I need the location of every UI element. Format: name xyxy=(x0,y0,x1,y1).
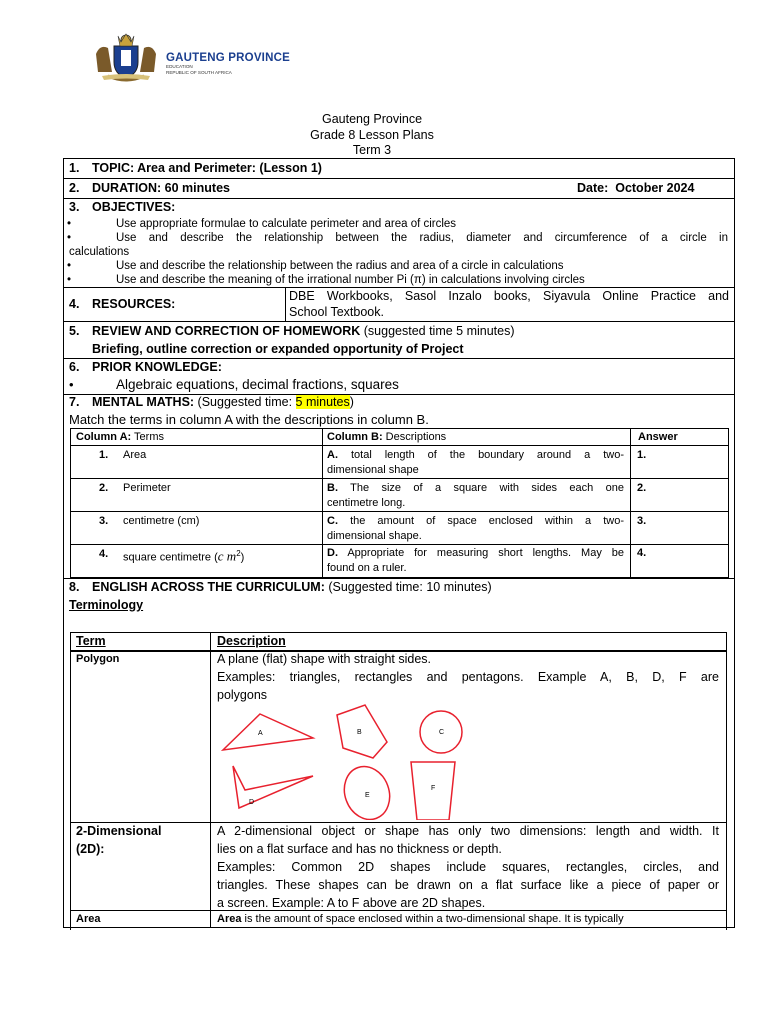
review-line xyxy=(92,324,515,339)
date-label: Date: xyxy=(577,181,609,195)
shape-label-e: E xyxy=(365,792,370,799)
shape-label-c: C xyxy=(439,729,445,736)
resources-line-2: School Textbook. xyxy=(289,305,384,319)
row-number: 1. xyxy=(99,449,109,461)
mental-line xyxy=(92,395,354,410)
resources-line-1: DBE Workbooks, Sasol Inzalo books, Siyavula Online Practice and xyxy=(289,289,729,303)
divider xyxy=(63,578,735,579)
heading-line-1: Gauteng Province xyxy=(321,112,423,126)
table-divider xyxy=(70,822,727,823)
mental-label: MENTAL MATHS: xyxy=(92,395,195,409)
logo-title: GAUTENG PROVINCE xyxy=(166,52,290,64)
review-briefing: Briefing, outline correction or expanded opportunity of Project xyxy=(92,342,464,356)
objective-item-1: Use appropriate formulae to calculate perimeter and area of circles xyxy=(116,218,457,230)
table-divider xyxy=(70,544,729,545)
objective-item-4: Use and describe the meaning of the irrational number Pi (π) in calculations involving circles xyxy=(116,274,585,286)
objective-item-2-cont: calculations xyxy=(69,246,130,258)
objective-item-3: Use and describe the relationship between the radius and area of a circle in calculations xyxy=(116,260,564,272)
mental-time-highlight: 5 minutes xyxy=(295,395,350,409)
description-d-cont: found on a ruler. xyxy=(327,562,407,574)
mental-time-post: ) xyxy=(349,395,354,409)
mental-instruction: Match the terms in column A with the descriptions in column B. xyxy=(69,412,429,427)
shape-label-d: D xyxy=(249,799,255,806)
table-divider xyxy=(70,478,729,479)
mental-time-pre: (Suggested time: xyxy=(194,395,296,409)
resources-label: RESOURCES: xyxy=(92,297,176,311)
review-number: 5. xyxy=(69,324,80,338)
divider xyxy=(63,178,735,179)
english-number: 8. xyxy=(69,580,80,594)
prior-item: Algebraic equations, decimal fractions, squares xyxy=(116,377,399,392)
objectives-number: 3. xyxy=(69,200,80,214)
concave-shape-d xyxy=(233,766,313,808)
description-header: Description xyxy=(217,634,286,648)
twod-line-2: lies on a flat surface and has no thickness or depth. xyxy=(217,842,502,856)
objective-item-2: Use and describe the relationship between the radius, diameter and circumference of a circle in xyxy=(116,232,728,244)
polygon-shapes-diagram xyxy=(215,700,475,820)
review-label: REVIEW AND CORRECTION OF HOMEWORK xyxy=(92,324,361,338)
twod-line-1: A 2-dimensional object or shape has only two dimensions: length and width. It xyxy=(217,824,719,838)
terminology-heading: Terminology xyxy=(69,598,144,612)
divider xyxy=(63,287,735,288)
description-c-cont: dimensional shape. xyxy=(327,530,422,542)
term-area-definition: Area xyxy=(76,913,101,925)
prior-number: 6. xyxy=(69,360,80,374)
ellipse-shape-e xyxy=(337,760,397,820)
description-b-cont: centimetre long. xyxy=(327,497,406,509)
answer-slot[interactable]: 3. xyxy=(637,515,647,527)
answer-header: Answer xyxy=(638,431,678,443)
term-area: Area xyxy=(123,449,147,461)
date-line xyxy=(577,181,694,196)
heading-line-2: Grade 8 Lesson Plans xyxy=(310,127,434,142)
twod-line-4: triangles. These shapes can be drawn on a flat surface like a piece of paper or xyxy=(217,878,719,892)
bullet-icon: • xyxy=(67,274,72,286)
answer-slot[interactable]: 4. xyxy=(637,547,647,559)
document-heading xyxy=(0,112,744,159)
topic-number: 1. xyxy=(69,161,80,175)
table-divider xyxy=(70,445,729,446)
term-perimeter: Perimeter xyxy=(123,482,171,494)
english-label: ENGLISH ACROSS THE CURRICULUM: xyxy=(92,580,325,594)
bullet-icon: • xyxy=(67,260,72,272)
date-value: October 2024 xyxy=(615,181,695,195)
term-centimetre: centimetre (cm) xyxy=(123,515,200,527)
area-definition: Area is the amount of space enclosed within a two-dimensional shape. It is typically xyxy=(217,913,624,925)
heading-line-3: Term 3 xyxy=(352,143,392,157)
shape-label-b: B xyxy=(357,729,362,736)
mental-number: 7. xyxy=(69,395,80,409)
shape-label-a: A xyxy=(258,730,263,737)
shape-label-f: F xyxy=(431,785,436,792)
bullet-icon: • xyxy=(69,377,74,392)
description-b: B. The size of a square with sides each one xyxy=(327,482,624,494)
bullet-icon: • xyxy=(67,218,72,230)
prior-label: PRIOR KNOWLEDGE: xyxy=(92,360,222,374)
description-a-cont: dimensional shape xyxy=(327,464,419,476)
column-b-header: Column B: Descriptions xyxy=(327,431,447,443)
table-divider xyxy=(210,632,211,928)
term-square-centimetre: square centimetre (c $m^2$) xyxy=(123,548,245,564)
logo-subtitle-1: EDUCATION xyxy=(166,64,193,69)
table-divider xyxy=(70,511,729,512)
review-time: (suggested time 5 minutes) xyxy=(360,324,515,338)
term-2d-line-2: (2D): xyxy=(76,842,105,856)
description-c: C. the amount of space enclosed within a two- xyxy=(327,515,624,527)
column-a-header: Column A: Terms xyxy=(76,431,165,443)
duration-number: 2. xyxy=(69,181,80,195)
topic-line xyxy=(92,161,322,176)
row-number: 2. xyxy=(99,482,109,494)
divider xyxy=(63,321,735,322)
divider xyxy=(63,198,735,199)
description-d: D. Appropriate for measuring short lengths. May be xyxy=(327,547,624,559)
objectives-label: OBJECTIVES: xyxy=(92,200,176,214)
gauteng-logo xyxy=(88,32,298,84)
pentagon-shape-b xyxy=(337,705,387,758)
divider xyxy=(63,358,735,359)
answer-slot[interactable]: 2. xyxy=(637,482,647,494)
row-number: 4. xyxy=(99,548,109,560)
answer-slot[interactable]: 1. xyxy=(637,449,647,461)
duration-label: DURATION: 60 minutes xyxy=(92,181,230,195)
topic-label: TOPIC: Area and Perimeter xyxy=(92,161,252,175)
table-divider xyxy=(630,428,631,578)
english-line xyxy=(92,580,492,595)
resources-number: 4. xyxy=(69,297,80,311)
polygon-line-1: A plane (flat) shape with straight sides. xyxy=(217,652,432,666)
logo-subtitle-2: REPUBLIC OF SOUTH AFRICA xyxy=(166,70,232,75)
topic-lesson: : (Lesson 1) xyxy=(251,161,322,175)
twod-line-5: a screen. Example: A to F above are 2D shapes. xyxy=(217,896,486,910)
polygon-line-3: polygons xyxy=(217,688,268,702)
table-divider xyxy=(322,428,323,578)
bullet-icon: • xyxy=(67,232,72,244)
term-header: Term xyxy=(76,634,106,648)
description-a: A. total length of the boundary around a two- xyxy=(327,449,624,461)
resources-divider xyxy=(285,287,286,321)
term-polygon: Polygon xyxy=(76,653,120,665)
row-number: 3. xyxy=(99,515,109,527)
coat-of-arms-icon xyxy=(88,32,164,84)
term-2d-line-1: 2-Dimensional xyxy=(76,824,162,838)
triangle-shape-a xyxy=(223,714,313,750)
english-time: (Suggested time: 10 minutes) xyxy=(324,580,492,594)
twod-line-3: Examples: Common 2D shapes include squares, rectangles, circles, and xyxy=(217,860,719,874)
polygon-line-2: Examples: triangles, rectangles and pentagons. Example A, B, D, F are xyxy=(217,670,719,684)
